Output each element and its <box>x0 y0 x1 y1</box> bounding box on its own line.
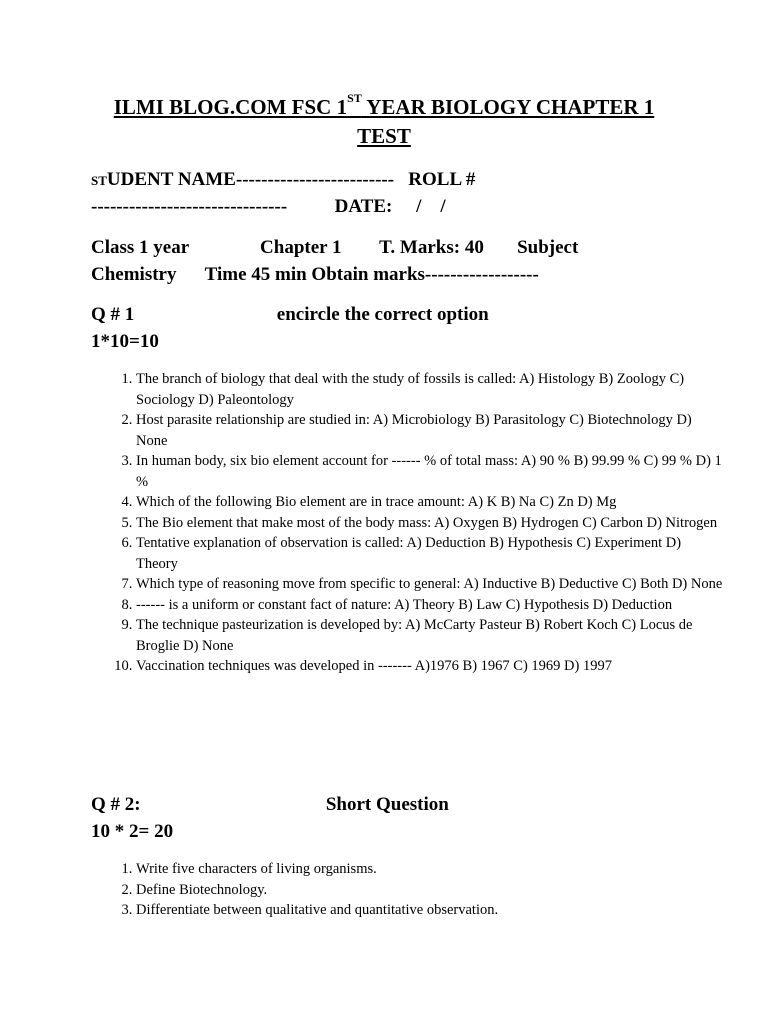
date-line: ------------------------------- DATE: / / <box>91 196 446 217</box>
student-name-line <box>91 168 475 193</box>
title-text-b: YEAR BIOLOGY CHAPTER 1 <box>361 95 655 119</box>
q1-heading: Q # 1 encircle the correct option <box>91 304 489 325</box>
title-line-2: TEST <box>357 124 411 148</box>
mcq-item: 3. In human body, six bio element account for ------ % of total mass: A) 90 % B) 99.99 % C) 99 % D) 1 % <box>136 451 726 492</box>
class-info-line: Class 1 year Chapter 1 T. Marks: 40 Subject <box>91 237 579 258</box>
title-superscript: ST <box>347 91 362 105</box>
mcq-item: 4. Which of the following Bio element are in trace amount: A) K B) Na C) Zn D) Mg <box>136 492 726 513</box>
q2-short-question-list <box>91 859 726 921</box>
mcq-item: 7. Which type of reasoning move from specific to general: A) Inductive B) Deductive C) Both D) None <box>136 574 726 595</box>
short-question-item: 2. Define Biotechnology. <box>136 880 726 901</box>
mcq-item: 5. The Bio element that make most of the body mass: A) Oxygen B) Hydrogen C) Carbon D) Nitrogen <box>136 513 726 534</box>
mcq-item: 8. ------ is a uniform or constant fact of nature: A) Theory B) Law C) Hypothesis D) Deduction <box>136 595 726 616</box>
mcq-item: 10. Vaccination techniques was developed in ------- A)1976 B) 1967 C) 1969 D) 1997 <box>136 656 726 677</box>
q2-marks: 10 * 2= 20 <box>91 821 174 842</box>
page-title <box>80 93 688 151</box>
q1-marks: 1*10=10 <box>91 331 159 352</box>
q2-heading: Q # 2: Short Question <box>91 794 449 815</box>
student-name-roll: UDENT NAME------------------------- ROLL # <box>106 169 476 190</box>
mcq-item: 1. The branch of biology that deal with the study of fossils is called: A) Histology B) Zoology C) Sociology D) Paleontology <box>136 369 726 410</box>
short-question-item: 3. Differentiate between qualitative and quantitative observation. <box>136 900 726 921</box>
mcq-item: 2. Host parasite relationship are studied in: A) Microbiology B) Parasitology C) Biotechnology D) None <box>136 410 726 451</box>
mcq-item: 6. Tentative explanation of observation is called: A) Deduction B) Hypothesis C) Experiment D) Theory <box>136 533 726 574</box>
short-question-item: 1. Write five characters of living organisms. <box>136 859 726 880</box>
mcq-item: 9. The technique pasteurization is developed by: A) McCarty Pasteur B) Robert Koch C) Locus de Broglie D) None <box>136 615 726 656</box>
title-line-1 <box>80 93 688 122</box>
subject-time-line: Chemistry Time 45 min Obtain marks------------------ <box>91 264 539 285</box>
student-st-small: ST <box>91 173 107 188</box>
q1-mcq-list <box>91 369 726 677</box>
title-text-a: ILMI BLOG.COM FSC 1 <box>113 95 348 119</box>
